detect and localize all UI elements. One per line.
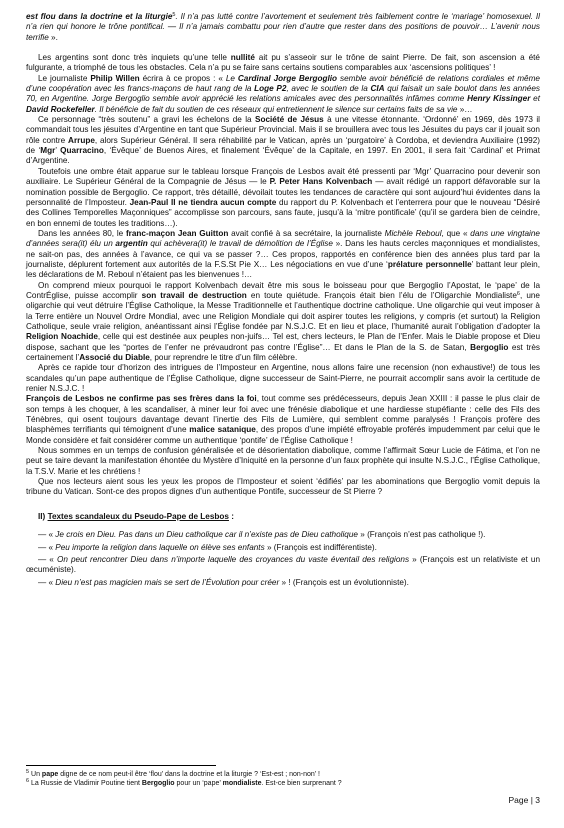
section-heading <box>26 512 540 522</box>
page-number: Page | 3 <box>508 795 540 805</box>
section-number: II) <box>38 511 46 521</box>
paragraph-willen-quote: Le journaliste Philip Willen écrira à ce propos : « Le Cardinal Jorge Bergoglio semble avoir bénéficié de relations cordiales et même d’une coopération avec les francs-maçons de haut rang de la Loge P2, avec le soutien de la CIA qui faisait un sale boulot dans les années 70, en Argentine. Jorge Bergoglio semble avoir apprécié les relations amicales avec des personnalités infâmes comme Henry Kissinger et David Rockefeller. Il bénéficie de fait du soutien de ces réseaux qui entretiennent le silence sur certains faits de sa vie »… <box>26 73 541 114</box>
paragraph-guitton: Dans les années 80, le franc-maçon Jean Guitton avait confié à sa secrétaire, la journaliste Michèle Reboul, que « dans une vingtaine d’années sera(it) élu un argentin qui achèvera(it) le travail de démolition de l’Église ». Dans les hauts cercles maçonniques et mondialistes, ne sait-on pas, des années à l’avance, ce qui va se passer ?… Ces propos, rapportés en conférence bien des années plus tard par la journaliste, déplurent fortement aux autorités de la F.S.St Pie X… Les négociations en vue d’une ‘prélature personnelle’ battant leur plein, les déclarations de M. Reboul n’étaient pas les bienvenues !… <box>26 228 540 280</box>
paragraph-nullite: Les argentins sont donc très inquiets qu’une telle nullité ait pu s’asseoir sur le trône de saint Pierre. De fait, son ascension a été fulgurante, a triomphé de tous les obstacles. Cela n’a pu se faire sans certains soutiens comparables aux ‘ascensions politiques’ ! <box>26 53 540 73</box>
footnote-item <box>26 770 540 779</box>
footnote-item <box>26 779 540 788</box>
footnote-text: La Russie de Vladimir Poutine tient Bergoglio pour un ‘pape’ mondialiste. Est-ce bien surprenant ? <box>31 780 342 787</box>
footnotes <box>26 770 540 788</box>
quote-list <box>26 530 540 588</box>
paragraph-kolvenbach: Toutefois une ombre était apparue sur le tableau lorsque François de Lesbos avait été pressenti par ‘Mgr’ Quarracino pour devenir son auxiliaire. Le Supérieur Général de la Compagnie de Jésus — le P. Peter Hans Kolvenbach — avait rédigé un rapport défavorable sur la nomination possible de Bergoglio. Ce rapport, très détaillé, dévoilait toutes les tendances de caractère qui sont aujourd’hui évidentes dans la personnalité de l’Imposteur. Jean-Paul II ne tiendra aucun compte du rapport du P. Kolvenbach et l’enterrera pour que le nouveau “Désiré des Collines Temporelles Maçonniques” accomplisse son parcours, sans faute, jusqu’à la ‘mitre pontificale’ (qu’il se gardera bien de ceindre, en bon ennemi de toutes les traditions…). <box>26 166 541 228</box>
intro-paragraph: est flou dans la doctrine et la liturgie$^5$. Il n’a pas lutté contre l’avortement et seulement très faiblement contre le ‘mariage’ homosexuel. Il n’a rien qui honore le trône pontifical. — Il n’a jamais combattu pour rien d’autre que rester dans des positions de pouvoir… L’avenir nous terrifie ». <box>26 12 540 42</box>
main-text <box>26 12 540 588</box>
quote-item: — « Je crois en Dieu. Pas dans un Dieu catholique car il n’existe pas de Dieu catholique » (François n’est pas catholique !). <box>38 530 486 540</box>
paragraph-lecteurs: Que nos lecteurs aient sous les yeux les propos de l’Imposteur et soient ‘édifiés’ par les abominations que Bergoglio vomit depuis la tribune du Vatican. Sont-ce des propos dignes d’un authentique Pontife, successeur de St Pierre ? <box>26 477 540 497</box>
quote-item: — « On peut rencontrer Dieu dans n’importe laquelle des croyances du vaste éventail des religions » (François est un relativiste et un œcuméniste). <box>26 554 540 575</box>
section-title: Textes scandaleux du Pseudo-Pape de Lesbos <box>47 511 229 521</box>
quote-item: — « Dieu n’est pas magicien mais se sert de l’Évolution pour créer » ! (François est un évolutionniste). <box>38 577 409 587</box>
paragraph-francois-lesbos: François de Lesbos ne confirme pas ses frères dans la foi, tout comme ses prédécesseurs, depuis Jean XXIII : il passe le plus clair de son temps à les choquer, à les scandaliser, à miner leur foi avec une frénésie diabolique et une hardiesse stupéfiante : celle des Fils des Ténèbres, qui osent toujours davantage devant l’inertie des Fils de Lumière, qui semblent comme paralysés ! François profère des blasphèmes terrifiants qui témoignent d’une malice satanique, des propos d’une impiété effroyable proférés impudemment par celui que le Monde considère et fait considérer comme un authentique ‘pontife’ de l’Église Catholique ! <box>26 394 540 445</box>
paragraph-recension: Après ce rapide tour d’horizon des intrigues de l’Imposteur en Argentine, nous allons faire une recension (non exhaustive!) de tous les scandales qu’un pape authentique de l’Église Catholique, digne successeur de Saint-Pierre, ne pourrait accomplir sans avoir la certitude de renier N.S.J.C. ! <box>26 363 540 394</box>
quote-item: — « Peu importe la religion dans laquelle on élève ses enfants » (François est indifférentiste). <box>38 542 377 552</box>
footnote-divider <box>26 765 216 766</box>
paragraph-confusion: Nous sommes en un temps de confusion généralisée et de désorientation diabolique, comme l’affirmait Sœur Lucie de Fátima, et l’on ne peut se taire devant la manifestation éhontée du Mystère d’Iniquité en la personne d’un faux prophète qui insulte N.S.J.C., l’Église Catholique, la T.S.V. Marie et les chrétiens ! <box>26 446 540 476</box>
footnote-text: Un pape digne de ce nom peut-il être ‘flou’ dans la doctrine et la liturgie ? ‘Est-est ; non-non’ ! <box>31 771 321 778</box>
paragraph-societe-jesus: Ce personnage “très soutenu” a gravi les échelons de la Société de Jésus à une vitesse étonnante. ‘Ordonné’ en 1969, dès 1973 il commandait tous les jésuites d’Argentine en tant que Supérieur Provincial. Mais il se brouillera avec tous les Jésuites du pays car il jouait son rôle contre Arrupe, alors Supérieur Général. Il sera réhabilité par le Vatican, après un ‘purgatoire’ à Cordoba, et deviendra Auxiliaire (1992) de ‘Mgr’ Quarracino, ‘Évêque’ de Buenos Aires, et finalement ‘Évêque’ de la Capitale, en 1997. En 2001, il sera fait ‘Cardinal’ et Primat d’Argentine. <box>26 115 540 166</box>
section-suffix: : <box>228 511 234 521</box>
footnote-number: 6 <box>26 778 30 784</box>
footnote-number: 5 <box>26 769 30 775</box>
paragraph-oligarchie: On comprend mieux pourquoi le rapport Kolvenbach devait être mis sous le boisseau pour que Bergoglio l’Apostat, le ‘pape’ de la ContrÉglise, puisse accomplir son travail de destruction en toute quiétude. François était bien l’élu de l’Oligarchie Mondialiste$^6$, une oligarchie qui veut détruire l’Église Catholique, la Messe Traditionnelle et l’authentique doctrine catholique. Une oligarchie qui veut imposer à la Terre entière un Nouvel Ordre Mondial, avec une Religion Mondiale qui doit aspirer toutes les religions, y compris (et surtout) la Religion Catholique, seule vraie religion, anéantissant ainsi l’Église fondée par N.S.J.C. Et en lieu et place, l’humanité aurait l’obligation d’adopter la Religion Noachide, celle qui est destinée aux peuples non-juifs… Tel est, chers lecteurs, le Plan de l’Enfer. Mais le Diable propose et Dieu dispose, sachant que les “portes de l’enfer ne prévaudront pas contre l’Église”… Et dans le Plan de la S. de Satan, Bergoglio est très certainement l’Associé du Diable, pour reprendre le titre d’un film célèbre. <box>26 280 541 362</box>
